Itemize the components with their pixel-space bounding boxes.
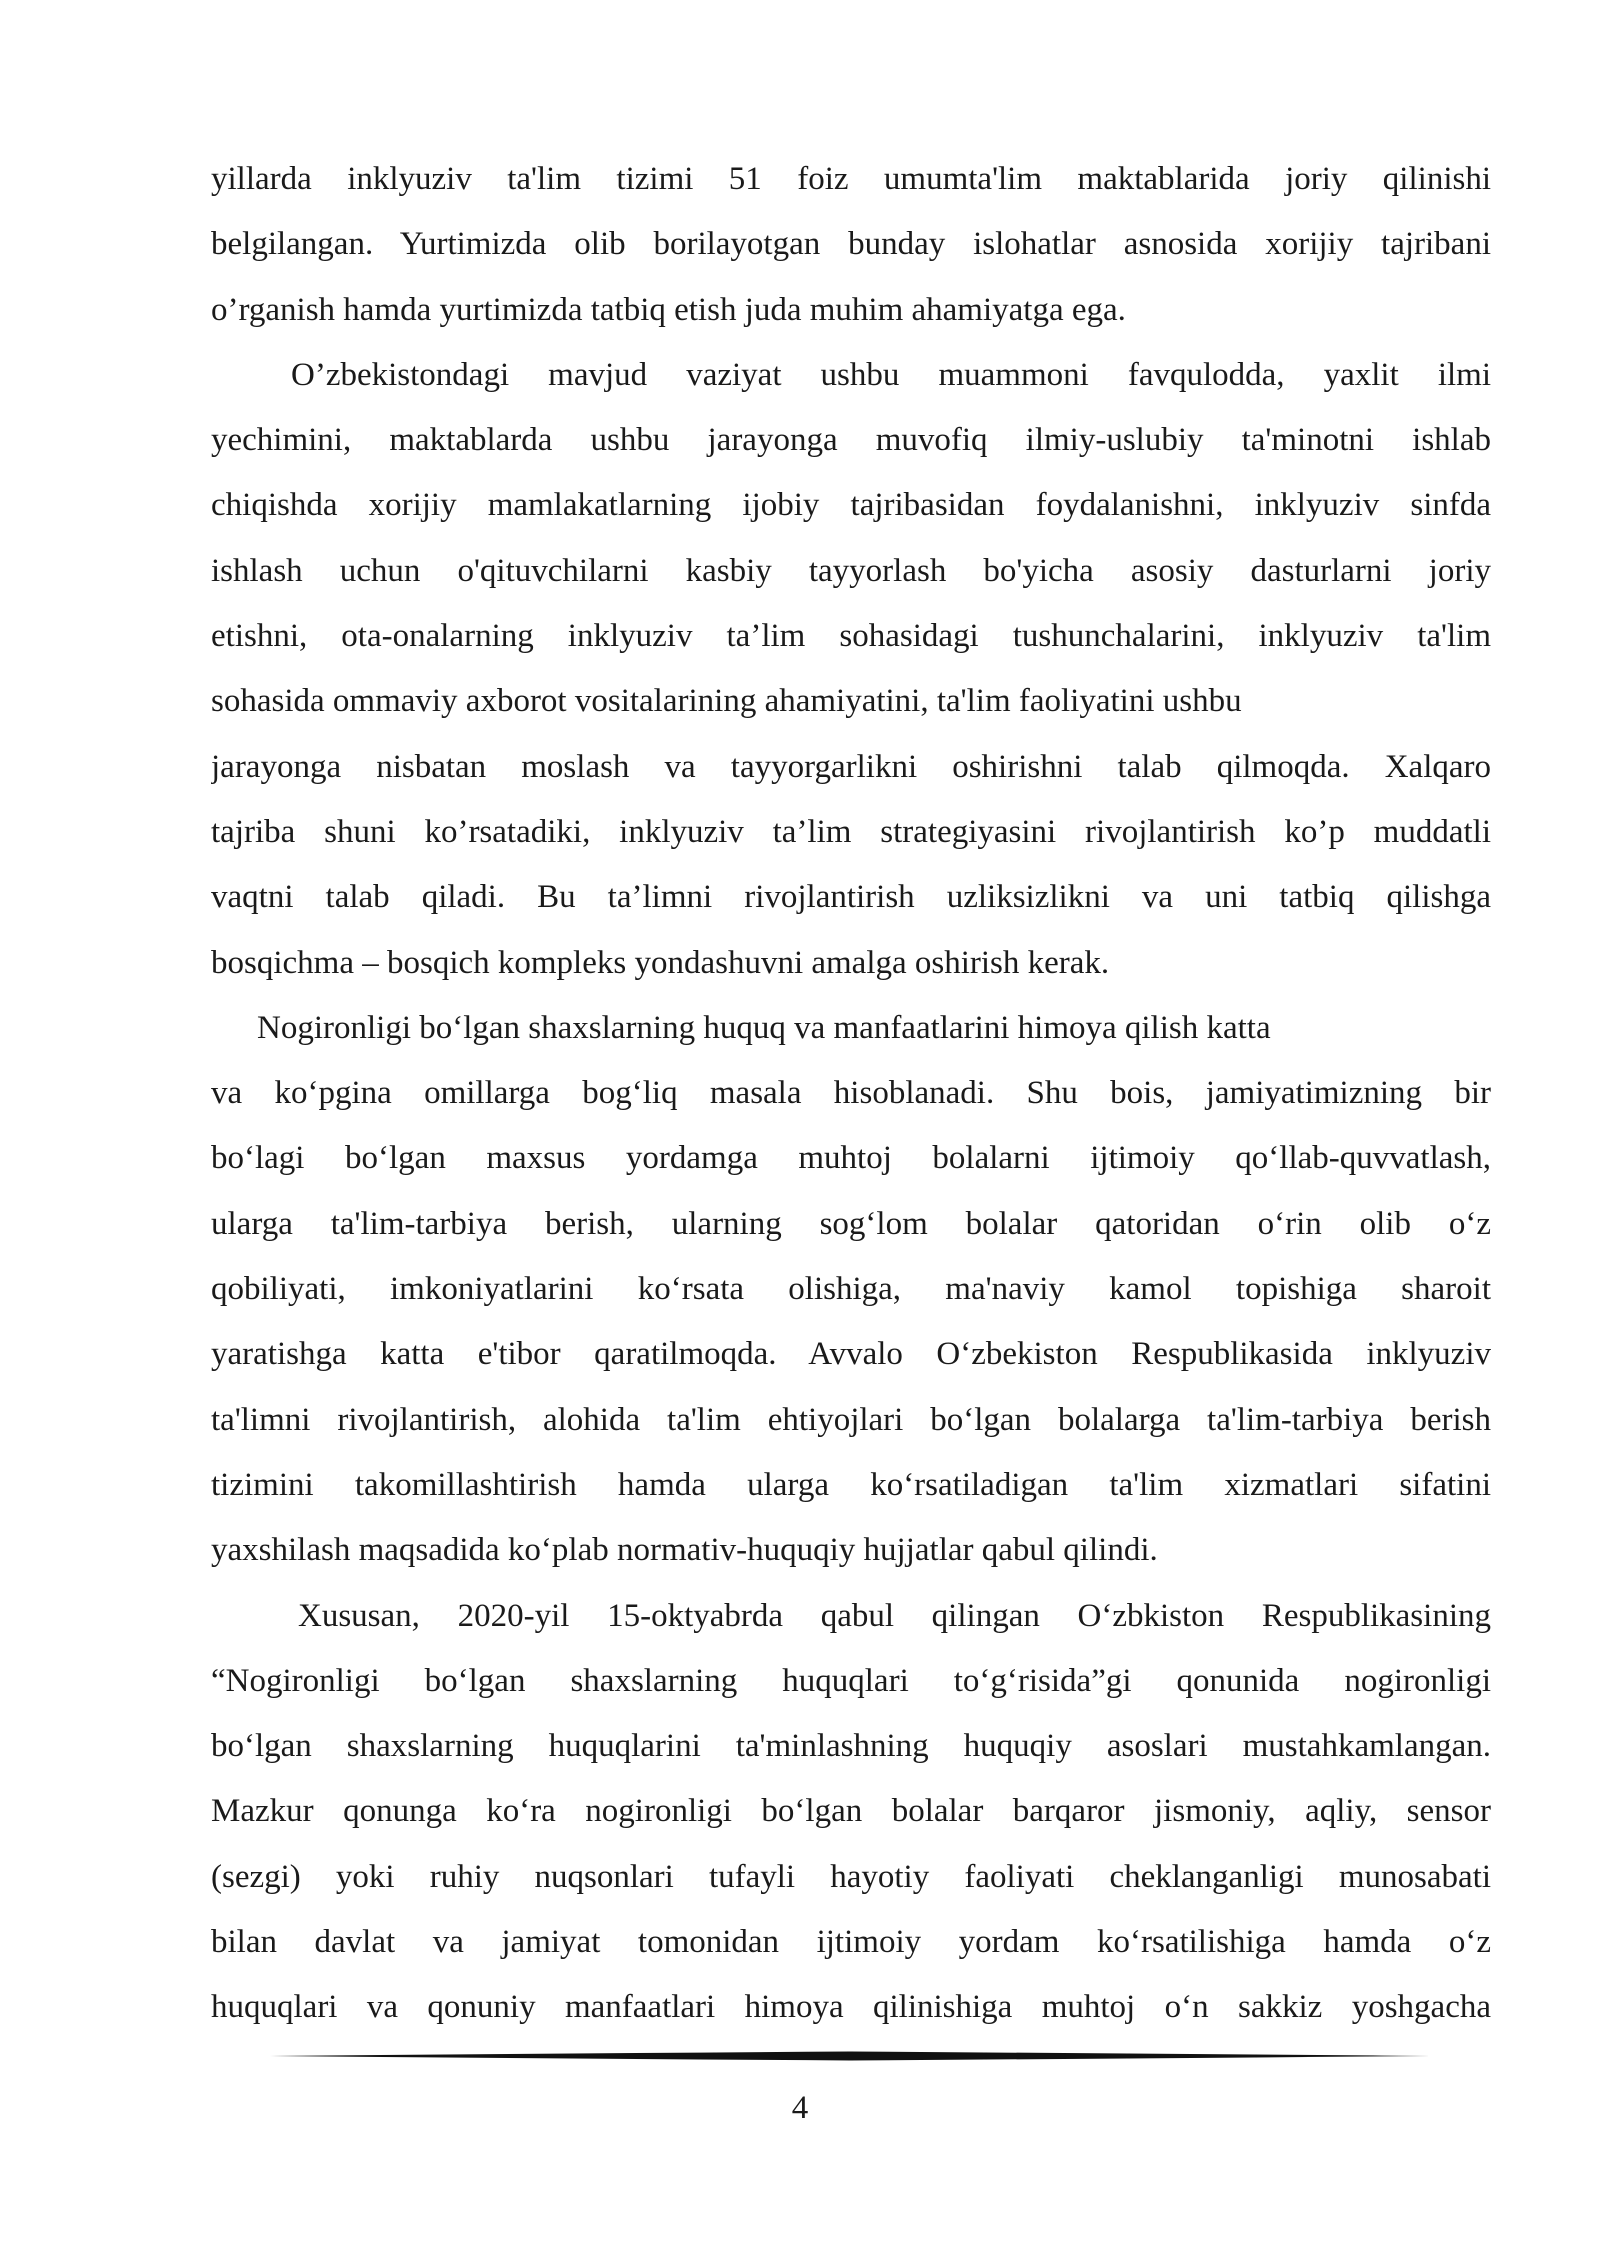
text-line: “Nogironligi boʻlgan shaxslarning huquqlari toʻgʻrisida”gi qonunida nogironligi [211, 1662, 1491, 1699]
text-line: yaratishga katta e'tibor qaratilmoqda. Avvalo Oʻzbekiston Respublikasida inklyuziv [211, 1336, 1491, 1373]
text-line: chiqishda xorijiy mamlakatlarning ijobiy tajribasidan foydalanishni, inklyuziv sinfda [211, 487, 1491, 524]
text-line: jarayonga nisbatan moslash va tayyorgarlikni oshirishni talab qilmoqda. Xalqaro [211, 748, 1491, 785]
text-line: bilan davlat va jamiyat tomonidan ijtimoiy yordam koʻrsatilishiga hamda oʻz [211, 1924, 1491, 1961]
text-line: belgilangan. Yurtimizda olib borilayotgan bunday islohatlar asnosida xorijiy tajribani [211, 226, 1491, 263]
text-line: tizimini takomillashtirish hamda ularga koʻrsatiladigan ta'lim xizmatlari sifatini [211, 1466, 1491, 1503]
text-line: yaxshilash maqsadida koʻplab normativ-huquqiy hujjatlar qabul qilindi. [211, 1532, 1158, 1569]
page-number: 4 [791, 2090, 809, 2126]
text-line: o’rganish hamda yurtimizda tatbiq etish juda muhim ahamiyatga ega. [211, 291, 1126, 328]
text-line: qobiliyati, imkoniyatlarini koʻrsata olishiga, ma'naviy kamol topishiga sharoit [211, 1271, 1491, 1308]
text-line: vaqtni talab qiladi. Bu ta’limni rivojlantirish uzliksizlikni va uni tatbiq qilishga [211, 879, 1491, 916]
text-line: ularga ta'lim-tarbiya berish, ularning sogʻlom bolalar qatoridan oʻrin olib oʻz [211, 1205, 1491, 1242]
text-line: boʻlagi boʻlgan maxsus yordamga muhtoj bolalarni ijtimoiy qoʻllab-quvvatlash, [211, 1140, 1491, 1177]
text-line: O’zbekistondagi mavjud vaziyat ushbu muammoni favqulodda, yaxlit ilmi [291, 356, 1491, 393]
text-line: ishlash uchun o'qituvchilarni kasbiy tayyorlash bo'yicha asosiy dasturlarni joriy [211, 552, 1491, 589]
text-line: Xususan, 2020-yil 15-oktyabrda qabul qilingan Oʻzbkiston Respublikasining [298, 1597, 1491, 1634]
text-line: yillarda inklyuziv ta'lim tizimi 51 foiz umumta'lim maktablarida joriy qilinishi [211, 161, 1491, 197]
body-text [211, 147, 1491, 2041]
text-line: (sezgi) yoki ruhiy nuqsonlari tufayli hayotiy faoliyati cheklanganligi munosabati [211, 1858, 1491, 1895]
text-line: etishni, ota-onalarning inklyuziv ta’lim sohasidagi tushunchalarini, inklyuziv ta'lim [211, 618, 1491, 655]
text-line: ta'limni rivojlantirish, alohida ta'lim ehtiyojlari boʻlgan bolalarga ta'lim-tarbiya berish [211, 1401, 1491, 1438]
text-line: tajriba shuni ko’rsatadiki, inklyuziv ta’lim strategiyasini rivojlantirish ko’p muddatli [211, 813, 1491, 850]
text-line: boʻlgan shaxslarning huquqlarini ta'minlashning huquqiy asoslari mustahkamlangan. [211, 1728, 1491, 1765]
text-line: sohasida ommaviy axborot vositalarining ahamiyatini, ta'lim faoliyatini ushbu [211, 683, 1242, 720]
text-line: Mazkur qonunga koʻra nogironligi boʻlgan bolalar barqaror jismoniy, aqliy, sensor [211, 1793, 1491, 1830]
text-line: Nogironligi boʻlgan shaxslarning huquq va manfaatlarini himoya qilish katta [257, 1009, 1271, 1046]
text-line: yechimini, maktablarda ushbu jarayonga muvofiq ilmiy-uslubiy ta'minotni ishlab [211, 422, 1491, 459]
text-line: huquqlari va qonuniy manfaatlari himoya qilinishiga muhtoj oʻn sakkiz yoshgacha [211, 1989, 1491, 2026]
text-line: bosqichma – bosqich kompleks yondashuvni amalga oshirish kerak. [211, 944, 1110, 981]
text-line: va koʻpgina omillarga bogʻliq masala hisoblanadi. Shu bois, jamiyatimizning bir [211, 1075, 1491, 1112]
footer-divider [270, 2049, 1430, 2063]
